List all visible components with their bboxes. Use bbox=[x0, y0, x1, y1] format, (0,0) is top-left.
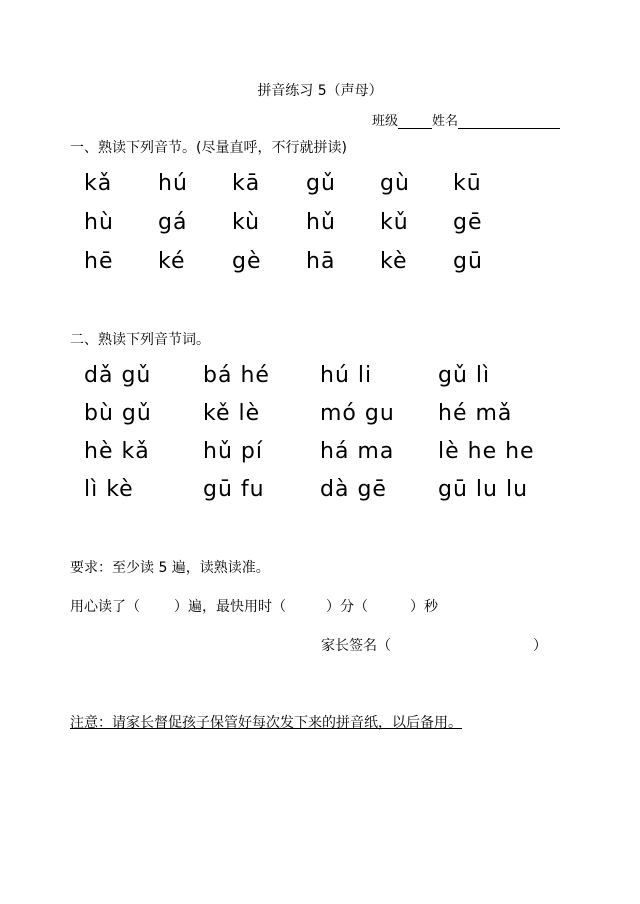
word: hú li bbox=[320, 363, 373, 388]
parent-signature bbox=[321, 635, 547, 655]
parent-signature-label: 家长签名（ bbox=[321, 638, 391, 654]
reading-record bbox=[70, 596, 438, 616]
word: bá hé bbox=[203, 363, 270, 388]
word-row bbox=[0, 401, 640, 433]
syllable: gē bbox=[453, 210, 483, 235]
word: dǎ gǔ bbox=[84, 363, 152, 388]
word: hè kǎ bbox=[84, 439, 150, 464]
word: hé mǎ bbox=[438, 401, 513, 426]
word: mó gu bbox=[320, 401, 395, 426]
syllable-row bbox=[0, 171, 640, 203]
syllable-row bbox=[0, 249, 640, 281]
seconds-label: ）秒 bbox=[410, 599, 438, 615]
syllable: hú bbox=[158, 171, 188, 196]
word: lì kè bbox=[84, 477, 134, 502]
syllable: gū bbox=[453, 249, 483, 274]
word-row bbox=[0, 477, 640, 509]
word: kě lè bbox=[203, 401, 261, 426]
word: bù gǔ bbox=[84, 401, 152, 426]
syllable: hǔ bbox=[306, 210, 336, 235]
syllable: gǔ bbox=[306, 171, 336, 196]
syllable: gè bbox=[232, 249, 262, 274]
word: dà gē bbox=[320, 477, 387, 502]
syllable: kū bbox=[453, 171, 482, 196]
student-info bbox=[372, 110, 560, 129]
class-field[interactable] bbox=[398, 114, 432, 129]
syllable: kā bbox=[232, 171, 261, 196]
minutes-label: ）分（ bbox=[326, 599, 368, 615]
syllable: hē bbox=[84, 249, 114, 274]
name-field[interactable] bbox=[458, 114, 560, 129]
word: há ma bbox=[320, 439, 395, 464]
class-label: 班级 bbox=[372, 114, 399, 129]
syllable: hù bbox=[84, 210, 114, 235]
word: gū fu bbox=[203, 477, 265, 502]
syllable: hā bbox=[306, 249, 336, 274]
word: gū lu lu bbox=[438, 477, 529, 502]
syllable: gù bbox=[380, 171, 410, 196]
syllable: gá bbox=[158, 210, 188, 235]
syllable: kǎ bbox=[84, 171, 113, 196]
word: lè he he bbox=[438, 439, 535, 464]
page-title: 拼音练习 5（声母） bbox=[257, 83, 383, 99]
syllable: kǔ bbox=[380, 210, 409, 235]
word: gǔ lì bbox=[438, 363, 491, 388]
word-row bbox=[0, 363, 640, 395]
word: hǔ pí bbox=[203, 439, 263, 464]
syllable: ké bbox=[158, 249, 186, 274]
syllable: kù bbox=[232, 210, 261, 235]
requirement-text: 要求：至少读 5 遍，读熟读准。 bbox=[70, 560, 270, 576]
section-1-heading: 一、熟读下列音节。(尽量直呼，不行就拼读) bbox=[70, 140, 347, 156]
section-2-heading: 二、熟读下列音节词。 bbox=[70, 332, 210, 348]
word-row bbox=[0, 439, 640, 471]
reading-times-label: 用心读了（ bbox=[70, 599, 140, 615]
fastest-time-label: ）遍，最快用时（ bbox=[174, 599, 286, 615]
notice-text: 注意：请家长督促孩子保管好每次发下来的拼音纸，以后备用。 bbox=[70, 715, 462, 731]
name-label: 姓名 bbox=[432, 114, 459, 129]
syllable-row bbox=[0, 210, 640, 242]
parent-signature-close: ） bbox=[533, 638, 547, 654]
syllable: kè bbox=[380, 249, 408, 274]
